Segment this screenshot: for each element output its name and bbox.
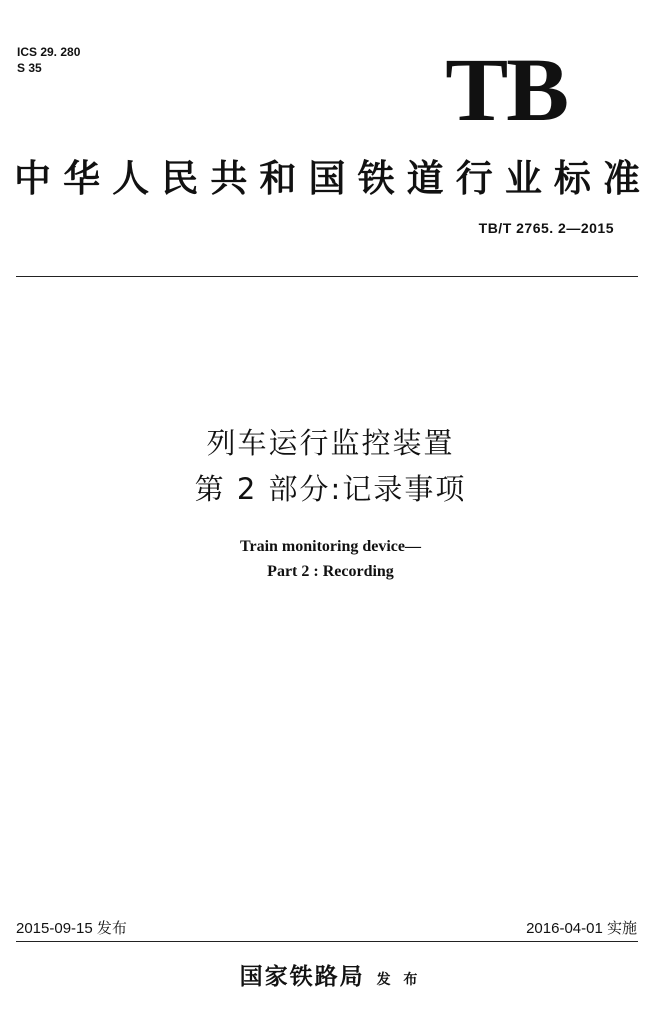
publisher-name: 国家铁路局 — [239, 963, 365, 990]
publisher-line — [0, 962, 661, 995]
ics-code-block — [17, 44, 80, 76]
bottom-divider — [16, 941, 638, 942]
top-divider — [16, 276, 638, 277]
title-chinese-line-2: 第 2 部分:记录事项 — [194, 472, 467, 506]
issue-date: 2015-09-15 发布 — [16, 920, 127, 937]
ics-number: ICS 29. 280 — [17, 45, 81, 59]
tb-logo: TB — [445, 41, 567, 140]
title-english-line-1: Train monitoring device— — [239, 538, 422, 555]
title-chinese-line-1: 列车运行监控装置 — [206, 426, 455, 460]
standard-code: TB/T 2765. 2—2015 — [478, 220, 614, 236]
publish-label: 发 布 — [376, 972, 422, 988]
effective-date: 2016-04-01 实施 — [526, 920, 637, 937]
classification-code: S 35 — [17, 61, 42, 75]
title-english-line-2: Part 2 : Recording — [267, 563, 394, 580]
standard-type-title: 中华人民共和国铁道行业标准 — [14, 156, 640, 200]
